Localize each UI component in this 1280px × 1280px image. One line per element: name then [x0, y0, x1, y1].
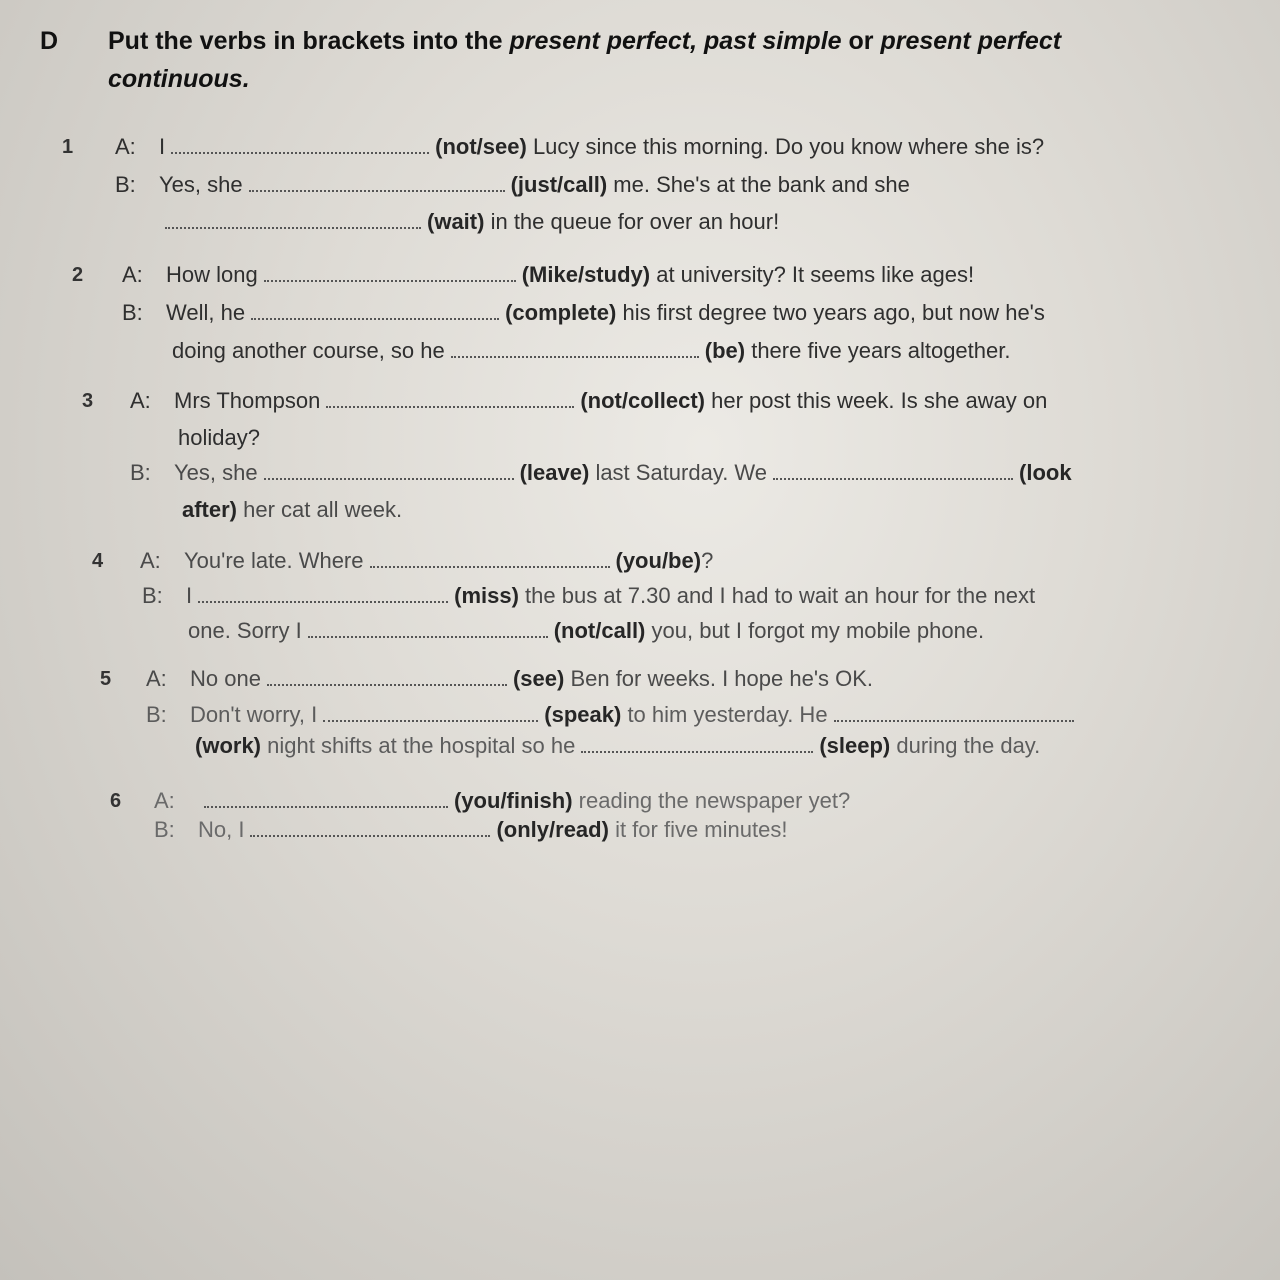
item-number: 1: [62, 136, 74, 158]
item-number: 4: [92, 550, 104, 572]
item-number: 5: [100, 668, 112, 690]
answer-gap[interactable]: [165, 209, 421, 229]
exercise-letter: D: [40, 27, 59, 55]
answer-gap[interactable]: [773, 460, 1013, 480]
answer-gap[interactable]: [834, 702, 1074, 722]
answer-gap[interactable]: [308, 618, 548, 638]
answer-gap[interactable]: [451, 338, 699, 358]
answer-gap[interactable]: [370, 548, 610, 568]
item-4-line-a: A: You're late. Where (you/be)?: [140, 548, 714, 573]
item-4-line-c: one. Sorry I (not/call) you, but I forgot my mobile phone.: [188, 618, 985, 643]
item-5-line-a: A: No one (see) Ben for weeks. I hope he's OK.: [146, 666, 874, 691]
item-3-line-d: after) her cat all week.: [182, 497, 403, 522]
item-6-line-a: A: (you/finish) reading the newspaper yet?: [154, 788, 851, 813]
answer-gap[interactable]: [326, 388, 574, 408]
item-1-line-b: B: Yes, she (just/call) me. She's at the bank and she: [115, 172, 910, 197]
answer-gap[interactable]: [251, 300, 499, 320]
item-1-line-a: A: I (not/see) Lucy since this morning. Do you know where she is?: [115, 134, 1045, 159]
item-5-line-c: (work) night shifts at the hospital so he (sleep) during the day.: [195, 733, 1041, 758]
answer-gap[interactable]: [264, 460, 514, 480]
answer-gap[interactable]: [267, 666, 507, 686]
answer-gap[interactable]: [250, 817, 490, 837]
item-3-line-a: A: Mrs Thompson (not/collect) her post this week. Is she away on: [130, 388, 1048, 413]
answer-gap[interactable]: [581, 733, 813, 753]
item-number: 2: [72, 264, 84, 286]
answer-gap[interactable]: [323, 702, 538, 722]
item-2-line-c: doing another course, so he (be) there five years altogether.: [172, 338, 1011, 363]
answer-gap[interactable]: [249, 172, 505, 192]
item-2-line-b: B: Well, he (complete) his first degree two years ago, but now he's: [122, 300, 1045, 325]
item-number: 3: [82, 390, 94, 412]
answer-gap[interactable]: [171, 134, 429, 154]
item-1-line-c: (wait) in the queue for over an hour!: [165, 207, 779, 237]
item-6-line-b: B: No, I (only/read) it for five minutes!: [154, 817, 788, 842]
item-3-line-b: holiday?: [178, 425, 260, 450]
answer-gap[interactable]: [198, 583, 448, 603]
item-2-line-a: A: How long (Mike/study) at university? It seems like ages!: [122, 262, 975, 287]
answer-gap[interactable]: [264, 262, 516, 282]
item-number: 6: [110, 790, 122, 812]
item-5-line-b: B: Don't worry, I (speak) to him yesterday. He: [146, 700, 1080, 730]
item-3-line-c: B: Yes, she (leave) last Saturday. We (look: [130, 460, 1072, 485]
item-4-line-b: B: I (miss) the bus at 7.30 and I had to wait an hour for the next: [142, 583, 1036, 608]
answer-gap[interactable]: [204, 788, 448, 808]
exercise-instruction: Put the verbs in brackets into the present perfect, past simple or present perfect continuous.: [108, 27, 1062, 93]
